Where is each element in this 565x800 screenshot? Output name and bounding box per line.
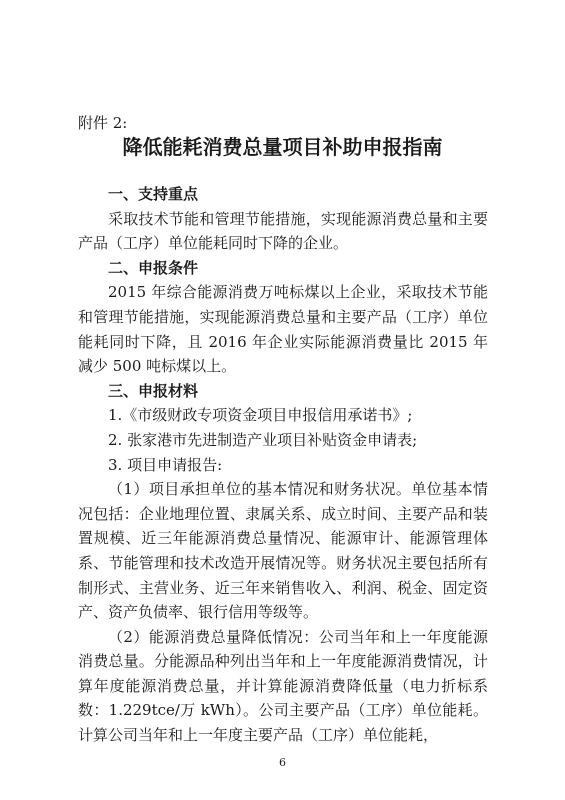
page-number: 6 <box>279 756 286 769</box>
paragraph-conditions: 2015 年综合能源消费万吨标煤以上企业，采取技术节能和管理节能措施，实现能源消费总量和主要产品（工序）单位能耗同时下降，且 2016 年企业实际能源消费量比 2015 年减少 500 吨标煤以上。 <box>78 283 488 376</box>
document-title: 降低能耗消费总量项目补助申报指南 <box>122 135 443 159</box>
document-body <box>78 182 488 748</box>
list-item-commitment-letter: 1.《市级财政专项资金项目申报信用承诺书》; <box>108 406 413 425</box>
attachment-label: 附件 2: <box>78 114 128 132</box>
list-item-project-report: 3. 项目申请报告: <box>108 455 223 474</box>
paragraph-basic-info-finance: （1）项目承担单位的基本情况和财务状况。单位基本情况包括：企业地理位置、隶属关系、成立时间、主要产品和装置规模、近三年能源消费总量情况、能源审计、能源管理体系、节能管理和技术改造开展情况等。财务状况主要包括所有制形式、主营业务、近三年来销售收入、利润、税金、固定资产、资产负债率、银行信用等级等。 <box>78 480 488 622</box>
section-heading-support-focus: 一、支持重点 <box>108 185 199 203</box>
paragraph-consumption-reduction: （2）能源消费总量降低情况：公司当年和上一年度能源消费总量。分能源品种列出当年和上一年度能源消费情况，计算年度能源消费总量，并计算能源消费降低量（电力折标系数：1.229tce/万 kWh）。公司主要产品（工序）单位能耗。计算公司当年和上一年度主要产品（工序）单位能耗， <box>78 627 488 745</box>
section-heading-conditions: 二、申报条件 <box>108 258 199 277</box>
list-item-subsidy-application-form: 2. 张家港市先进制造产业项目补贴资金申请表; <box>108 430 418 449</box>
paragraph-support-focus: 采取技术节能和管理节能措施，实现能源消费总量和主要产品（工序）单位能耗同时下降的企业。 <box>78 209 488 253</box>
section-heading-materials: 三、申报材料 <box>108 381 199 400</box>
